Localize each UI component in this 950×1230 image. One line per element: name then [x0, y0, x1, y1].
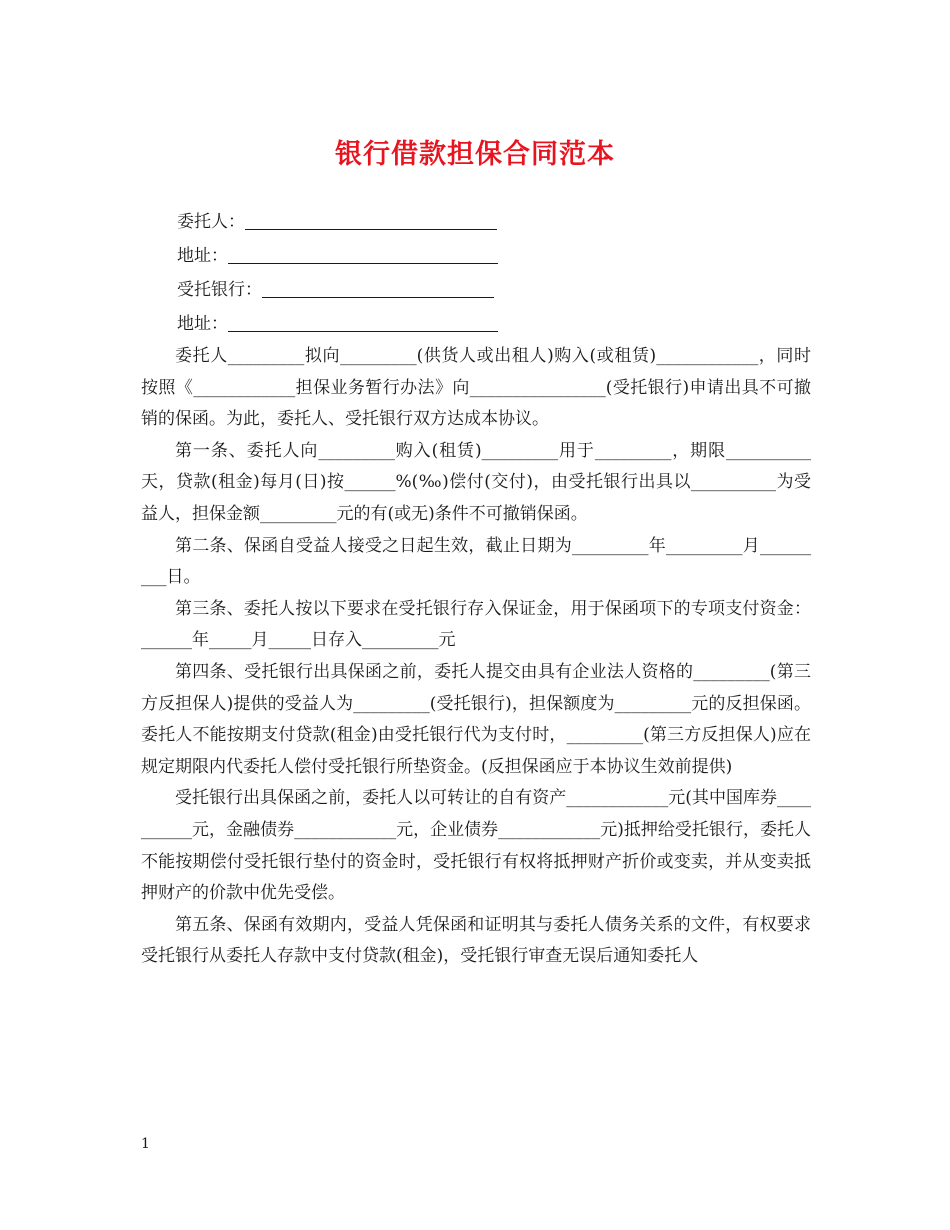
field-entrustor: [177, 210, 777, 244]
field-label: 地址：: [177, 246, 228, 266]
field-blank-line: [262, 279, 494, 298]
paragraph-article-1: 第一条、委托人向_________购入(租赁)_________用于_________，期限__________天，贷款(租金)每月(日)按______%(‰)偿付(交付)，由受托银行出具以__________为受益人，担保金额_________元的有(或无)条件不可撤销保函。: [141, 440, 811, 524]
paragraph-intro: 委托人_________拟向_________(供货人或出租人)购入(或租赁)____________，同时按照《____________担保业务暂行办法》向________________(受托银行)申请出具不可撤销的保函。为此，委托人、受托银行双方达成本协议。: [141, 346, 811, 430]
field-blank-line: [228, 313, 498, 332]
field-label: 地址：: [177, 314, 228, 334]
field-blank-line: [245, 211, 497, 230]
field-label: 受托银行：: [177, 280, 262, 300]
paragraph-article-5: 第五条、保函有效期内，受益人凭保函和证明其与委托人债务关系的文件，有权要求受托银行从委托人存款中支付贷款(租金)，受托银行审查无误后通知委托人: [141, 914, 811, 967]
document-title: 银行借款担保合同范本: [335, 139, 615, 170]
party-fields: [177, 210, 777, 346]
contract-body: [141, 341, 811, 973]
paragraph-article-4: 第四条、受托银行出具保函之前，委托人提交由具有企业法人资格的_________(第三方反担保人)提供的受益人为_________(受托银行)，担保额度为_________元的反担保函。委托人不能按期支付贷款(租金)由受托银行代为支付时，_________(第三方反担保人)应在规定期限内代委托人偿付受托银行所垫资金。(反担保函应于本协议生效前提供): [141, 661, 811, 777]
paragraph-collateral: 受托银行出具保函之前，委托人以可转让的自有资产____________元(其中国库券__________元，金融债券____________元，企业债券____________元)抵押给受托银行，委托人不能按期偿付受托银行垫付的资金时，受托银行有权将抵押财产折价或变卖，并从变卖抵押财产的价款中优先受偿。: [141, 788, 811, 904]
field-bank: [177, 278, 777, 312]
paragraph-article-3: 第三条、委托人按以下要求在受托银行存入保证金，用于保函项下的专项支付资金：______年_____月_____日存入_________元: [141, 598, 811, 651]
field-blank-line: [228, 245, 498, 264]
field-address: [177, 244, 777, 278]
page-number: 1: [141, 1136, 150, 1152]
paragraph-article-2: 第二条、保函自受益人接受之日起生效，截止日期为_________年_________月_________日。: [141, 535, 811, 588]
field-label: 委托人：: [177, 212, 245, 232]
